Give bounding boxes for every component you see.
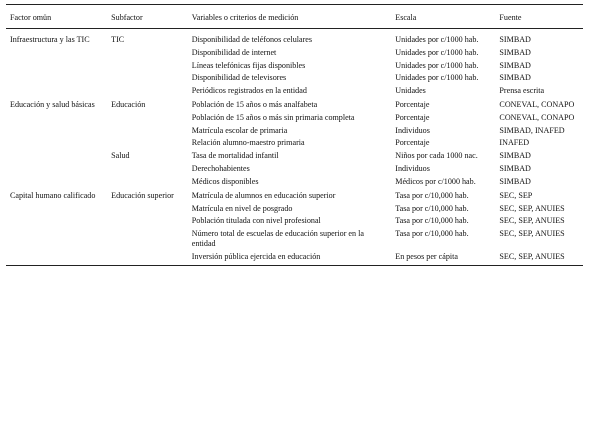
cell-factor: Capital humano calificado [10,190,96,200]
table-row [6,112,583,125]
header-fuente: Fuente [495,5,583,29]
cell-fuente: INAFED [499,138,530,148]
cell-escala: Tasa por c/10,000 hab. [395,203,469,213]
table-row [6,137,583,150]
cell-variable: Relación alumno-maestro primaria [191,138,305,148]
cell-factor: Infraestructura y las TIC [10,35,90,45]
cell-subfactor [107,47,188,60]
cell-factor [6,215,107,228]
cell-subfactor: Salud [111,151,130,161]
table-row [6,29,583,47]
cell-fuente: SEC, SEP, ANUIES [495,251,583,266]
cell-fuente: SIMBAD [499,73,531,83]
cell-escala: En pesos per cápita [391,251,495,266]
table-row [6,85,583,98]
cell-escala: Porcentaje [395,138,430,148]
table-row [6,97,583,111]
cell-variable: Población de 15 años o más sin primaria completa [191,113,355,123]
cell-subfactor [107,125,188,138]
header-variables: Variables o criterios de medición [188,5,391,29]
table-row [6,150,583,163]
cell-variable: Disponibilidad de televisores [191,73,287,83]
cell-subfactor [107,59,188,72]
table-row [6,175,583,188]
cell-fuente: SEC, SEP [499,190,533,200]
cell-factor [6,202,107,215]
cell-escala: Unidades [395,85,426,95]
cell-variable: Inversión pública ejercida en educación [188,251,391,266]
cell-escala: Individuos [395,125,430,135]
header-row [6,5,583,29]
cell-variable: Periódicos registrados en la entidad [191,85,307,95]
cell-subfactor [107,163,188,176]
cell-factor [6,112,107,125]
cell-variable: Matrícula de alumnos en educación superior [191,190,336,200]
cell-escala: Porcentaje [395,113,430,123]
cell-fuente: SIMBAD [499,47,531,57]
cell-fuente: CONEVAL, CONAPO [499,100,575,110]
cell-variable: Matrícula escolar de primaria [191,125,288,135]
cell-subfactor [107,251,188,266]
cell-subfactor [107,72,188,85]
cell-escala: Individuos [395,163,430,173]
table-row [6,228,583,251]
table-row [6,125,583,138]
cell-subfactor: TIC [111,35,125,45]
cell-factor [6,47,107,60]
cell-fuente: SEC, SEP, ANUIES [499,203,565,213]
cell-escala: Unidades por c/1000 hab. [395,60,479,70]
cell-factor [6,125,107,138]
cell-factor [6,72,107,85]
cell-factor [6,59,107,72]
cell-subfactor [107,202,188,215]
cell-fuente: SEC, SEP, ANUIES [499,229,565,238]
header-escala: Escala [391,5,495,29]
cell-variable: Matrícula en nivel de posgrado [191,203,293,213]
cell-fuente: SIMBAD [499,151,531,161]
cell-escala: Unidades por c/1000 hab. [395,73,479,83]
cell-escala: Unidades por c/1000 hab. [395,35,479,45]
table-row [6,163,583,176]
cell-escala: Tasa por c/10,000 hab. [395,229,469,238]
cell-factor: Educación y salud básicas [10,100,95,110]
table-row [6,59,583,72]
cell-fuente: SIMBAD [499,176,531,186]
cell-escala: Porcentaje [395,100,430,110]
cell-variable: Tasa de mortalidad infantil [191,151,279,161]
cell-subfactor [107,85,188,98]
cell-variable: Población de 15 años o más analfabeta [191,100,318,110]
cell-fuente: Prensa escrita [499,85,545,95]
cell-escala: Tasa por c/10,000 hab. [395,216,469,226]
cell-variable: Disponibilidad de teléfonos celulares [191,35,313,45]
table-row [6,72,583,85]
cell-escala: Médicos por c/1000 hab. [395,176,476,186]
cell-variable: Líneas telefónicas fijas disponibles [191,60,306,70]
cell-variable: Médicos disponibles [191,176,259,186]
cell-factor [6,251,107,266]
cell-variable: Población titulada con nivel profesional [191,216,321,226]
cell-factor [6,228,107,251]
cell-fuente: SIMBAD [499,35,531,45]
cell-variable: Derechohabientes [191,163,250,173]
table-header [6,5,583,29]
cell-subfactor [107,137,188,150]
cell-subfactor [107,228,188,251]
cell-subfactor: Educación superior [111,190,174,200]
table-row [6,215,583,228]
cell-factor [6,85,107,98]
cell-factor [6,175,107,188]
cell-subfactor [107,215,188,228]
cell-fuente: SIMBAD [499,60,531,70]
cell-escala: Niños por cada 1000 nac. [395,151,478,161]
cell-factor [6,150,107,163]
cell-variable: Disponibilidad de internet [191,47,277,57]
cell-fuente: SEC, SEP, ANUIES [499,216,565,226]
table-row [6,251,583,266]
cell-fuente: CONEVAL, CONAPO [499,113,575,123]
table-row [6,47,583,60]
cell-subfactor [107,112,188,125]
cell-factor [6,137,107,150]
cell-subfactor: Educación [111,100,146,110]
cell-escala: Unidades por c/1000 hab. [395,47,479,57]
data-table [6,4,583,266]
table-row [6,202,583,215]
cell-fuente: SIMBAD, INAFED [499,125,565,135]
table-row [6,188,583,202]
header-factor: Factor omün [6,5,107,29]
cell-fuente: SIMBAD [499,163,531,173]
cell-escala: Tasa por c/10,000 hab. [395,190,469,200]
cell-subfactor [107,175,188,188]
cell-factor [6,163,107,176]
header-subfactor: Subfactor [107,5,188,29]
table-body [6,29,583,266]
cell-variable: Número total de escuelas de educación superior en la entidad [191,229,364,249]
